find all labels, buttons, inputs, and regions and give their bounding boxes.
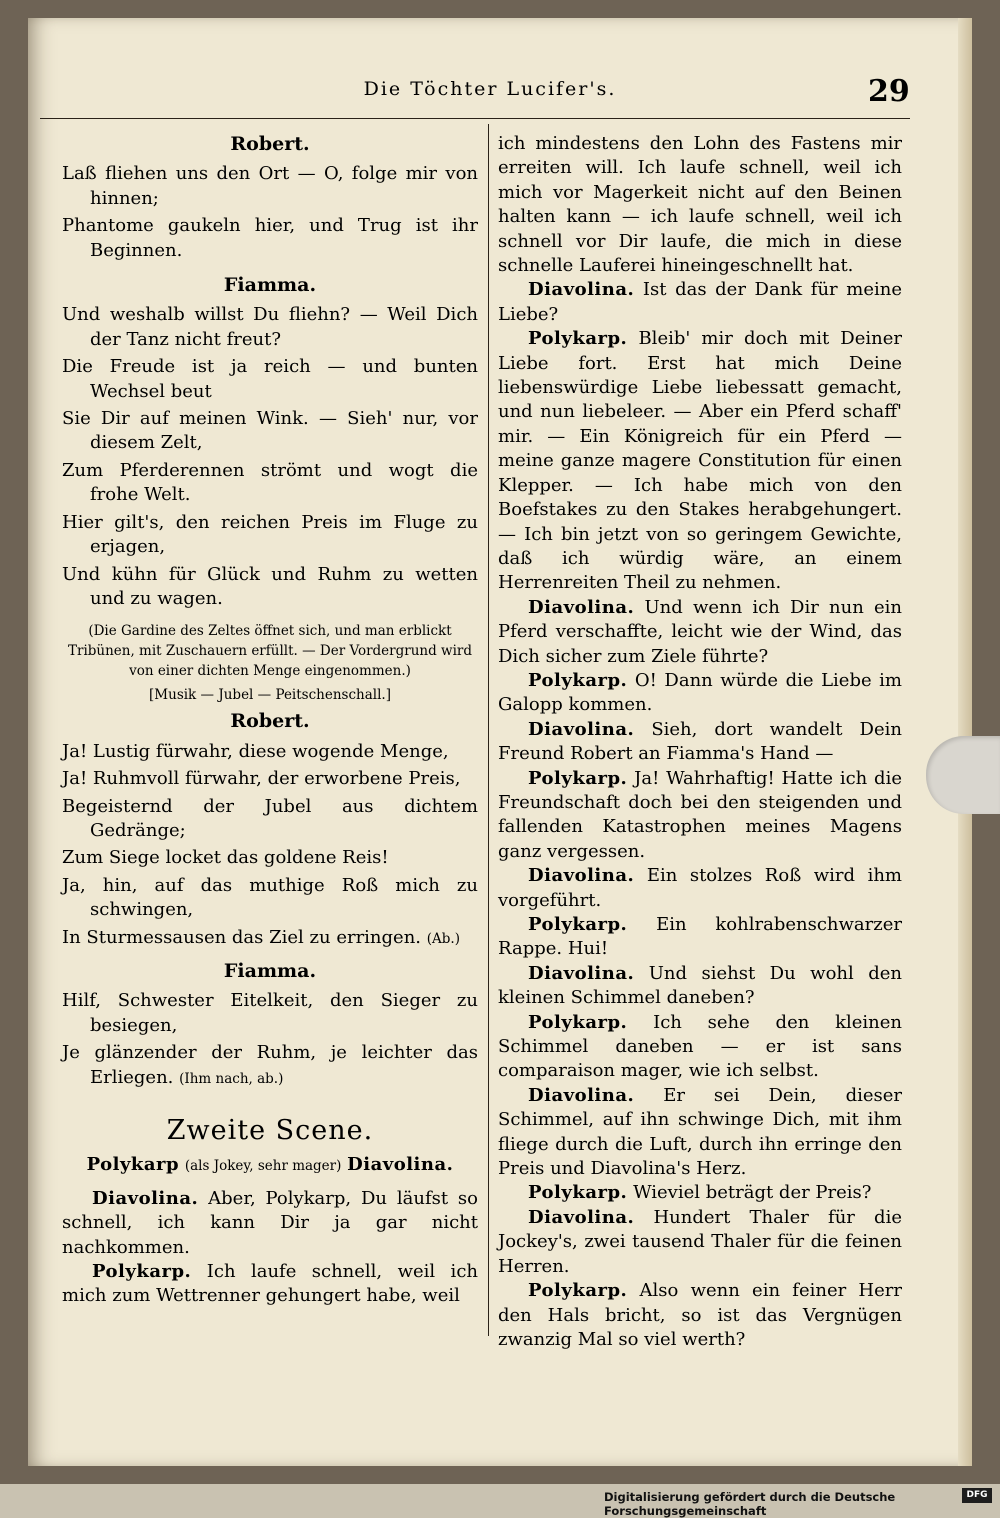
dialogue-text: Ich laufe schnell, weil ich mich zum Wettrenner gehungert habe, weil xyxy=(62,1261,478,1307)
scene-cast xyxy=(62,1153,478,1178)
dialogue-paragraph xyxy=(498,1206,902,1279)
dialogue-paragraph xyxy=(498,718,902,767)
verse-line: Zum Pferderennen strömt und wogt die frohe Welt. xyxy=(62,459,478,506)
speaker-name: Polykarp. xyxy=(528,1011,628,1033)
dialogue-paragraph xyxy=(498,278,902,327)
dialogue-text: Wieviel beträgt der Preis? xyxy=(633,1182,872,1204)
verse-line xyxy=(62,1041,478,1091)
verse-line: Und kühn für Glück und Ruhm zu wetten und zu wagen. xyxy=(62,563,478,609)
dialogue-paragraph xyxy=(62,1187,478,1260)
verse-text: In Sturmessausen das Ziel zu erringen. xyxy=(62,926,422,948)
speaker-heading: Fiamma. xyxy=(223,959,317,982)
dialogue-text: Bleib' mir doch mit Deiner Liebe fort. Erst hat mich Deine liebenswürdige Liebe liebessatt gemacht, und nun liebeleer. — Aber ein Pferd schaff' mir. — Ein Königreich für ein Pferd — meine ganze magere Constitution für einen Klepper. — Ich habe mich von den Boefstakes zu den Stakes herabgehungert. — Ich bin jetzt von so geringem Gewichte, daß ich würdig wäre, an einem Herrenreiten Theil zu nehmen. xyxy=(498,328,902,594)
dfg-logo: DFG xyxy=(962,1488,992,1503)
speaker-name: Diavolina. xyxy=(528,865,635,887)
dialogue-text: Ein kohlrabenschwarzer Rappe. Hui! xyxy=(498,914,902,960)
speaker-name: Diavolina. xyxy=(528,596,635,618)
dialogue-text: Er sei Dein, dieser Schimmel, auf ihn schwinge Dich, mit ihm fliege durch die Luft, durch ihn erringe den Preis und Diavolina's Herz. xyxy=(498,1084,902,1180)
stage-note: (Ab.) xyxy=(426,930,460,947)
speaker-name: Polykarp. xyxy=(528,1280,628,1302)
dialogue-paragraph xyxy=(62,1260,478,1309)
verse-text: Je glänzender der Ruhm, je leichter das Erliegen. xyxy=(62,1042,478,1088)
stage-note: (Ihm nach, ab.) xyxy=(179,1070,284,1087)
verse-line: Sie Dir auf meinen Wink. — Sieh' nur, vor diesem Zelt, xyxy=(62,408,478,454)
verse-line: Laß fliehen uns den Ort — O, folge mir von hinnen; xyxy=(62,163,478,209)
right-column xyxy=(498,132,902,1352)
dialogue-paragraph xyxy=(498,1181,902,1205)
dialogue-text: Hundert Thaler für die Jockey's, zwei tausend Thaler für die feinen Herren. xyxy=(498,1206,902,1277)
dialogue-paragraph xyxy=(498,962,902,1011)
speaker-name: Diavolina. xyxy=(528,1084,635,1106)
dialogue-paragraph xyxy=(498,1279,902,1352)
dialogue-text: Also wenn ein feiner Herr den Hals bricht, so ist das Vergnügen zwanzig Mal so viel werth? xyxy=(498,1280,902,1350)
speaker-name: Polykarp. xyxy=(528,328,628,350)
verse-line: Ja! Lustig fürwahr, diese wogende Menge, xyxy=(62,740,449,762)
speaker-heading: Robert. xyxy=(230,133,310,155)
verse-line xyxy=(62,926,478,951)
column-divider xyxy=(488,124,489,1336)
dialogue-text: Ja! Wahrhaftig! Hatte ich die Freundschaft doch bei den steigenden und fallenden Katastrophen meines Magens ganz vergessen. xyxy=(498,767,902,862)
dialogue-text: Ich sehe den kleinen Schimmel daneben — er ist sans comparaison mager, wie ich selbst. xyxy=(498,1011,902,1082)
dialogue-paragraph xyxy=(498,1011,902,1084)
speaker-name: Diavolina. xyxy=(528,1206,635,1228)
dialogue-text: Ist das der Dank für meine Liebe? xyxy=(498,279,902,325)
dialogue-paragraph xyxy=(498,767,902,865)
dialogue-paragraph xyxy=(498,327,902,595)
header-rule xyxy=(40,118,910,119)
dialogue-text: Und siehst Du wohl den kleinen Schimmel daneben? xyxy=(498,962,902,1009)
dialogue-paragraph xyxy=(498,132,902,278)
speaker-name: Polykarp. xyxy=(92,1261,192,1283)
dialogue-paragraph xyxy=(498,1084,902,1182)
left-column xyxy=(62,132,478,1309)
speaker-name: Diavolina. xyxy=(528,718,635,740)
dialogue-text: Sieh, dort wandelt Dein Freund Robert an Fiamma's Hand — xyxy=(498,718,902,765)
verse-line: Und weshalb willst Du fliehn? — Weil Dich der Tanz nicht freut? xyxy=(62,304,478,350)
speaker-name: Polykarp. xyxy=(528,669,628,691)
dialogue-paragraph xyxy=(498,669,902,718)
dialogue-text: Und wenn ich Dir nun ein Pferd verschaffte, leicht wie der Wind, das Dich sicher zum Ziele führte? xyxy=(498,596,902,667)
dialogue-text: Aber, Polykarp, Du läufst so schnell, ich kann Dir ja gar nicht nachkommen. xyxy=(62,1187,478,1258)
cast-name: Diavolina. xyxy=(347,1154,454,1176)
speaker-name: Polykarp. xyxy=(528,1182,628,1204)
stage-direction: (Die Gardine des Zeltes öffnet sich, und man erblickt Tribünen, mit Zuschauern erfüllt. — Der Vordergrund wird von einer dichten Menge eingenommen.) xyxy=(67,623,473,680)
verse-line: Ja! Ruhmvoll fürwahr, der erworbene Preis, xyxy=(62,768,461,790)
scene-title: Zweite Scene. xyxy=(166,1115,374,1146)
page-number: 29 xyxy=(868,74,910,109)
page-turn-tab[interactable] xyxy=(926,736,1000,814)
verse-line: Phantome gaukeln hier, und Trug ist ihr Beginnen. xyxy=(62,215,478,261)
speaker-name: Polykarp. xyxy=(528,767,628,789)
speaker-name: Diavolina. xyxy=(92,1187,199,1209)
verse-line: Ja, hin, auf das muthige Roß mich zu schwingen, xyxy=(62,874,478,921)
dialogue-paragraph xyxy=(498,913,902,962)
stage-direction: [Musik — Jubel — Peitschenschall.] xyxy=(149,687,391,704)
dialogue-text: ich mindestens den Lohn des Fastens mir erreiten will. Ich laufe schnell, weil ich mich vor Magerkeit nicht auf den Beinen halten kann — ich laufe schnell, weil ich schnell vor Dir laufe, die mich in diese schnelle Lauferei hineingeschnellt hat. xyxy=(498,133,902,277)
verse-line: Die Freude ist ja reich — und bunten Wechsel beut xyxy=(62,356,478,402)
verse-line: Hier gilt's, den reichen Preis im Fluge zu erjagen, xyxy=(62,511,478,558)
speaker-name: Polykarp. xyxy=(528,914,628,935)
dialogue-paragraph xyxy=(498,864,902,913)
dialogue-text: Ein stolzes Roß wird ihm vorgeführt. xyxy=(498,865,902,911)
digitization-credit: Digitalisierung gefördert durch die Deutsche Forschungsgemeinschaft xyxy=(604,1490,896,1518)
speaker-heading: Fiamma. xyxy=(223,274,317,297)
dialogue-paragraph xyxy=(498,596,902,669)
speaker-heading: Robert. xyxy=(230,710,310,733)
cast-name: Polykarp xyxy=(86,1154,180,1176)
cast-note: (als Jokey, sehr mager) xyxy=(184,1158,342,1175)
dialogue-text: O! Dann würde die Liebe im Galopp kommen. xyxy=(498,669,902,716)
speaker-name: Diavolina. xyxy=(528,279,635,301)
speaker-name: Diavolina. xyxy=(528,962,635,984)
verse-line: Zum Siege locket das goldene Reis! xyxy=(62,847,389,869)
verse-line: Hilf, Schwester Eitelkeit, den Sieger zu besiegen, xyxy=(62,990,478,1036)
verse-line: Begeisternd der Jubel aus dichtem Gedränge; xyxy=(62,795,478,841)
running-header: Die Töchter Lucifer's. xyxy=(363,78,617,100)
